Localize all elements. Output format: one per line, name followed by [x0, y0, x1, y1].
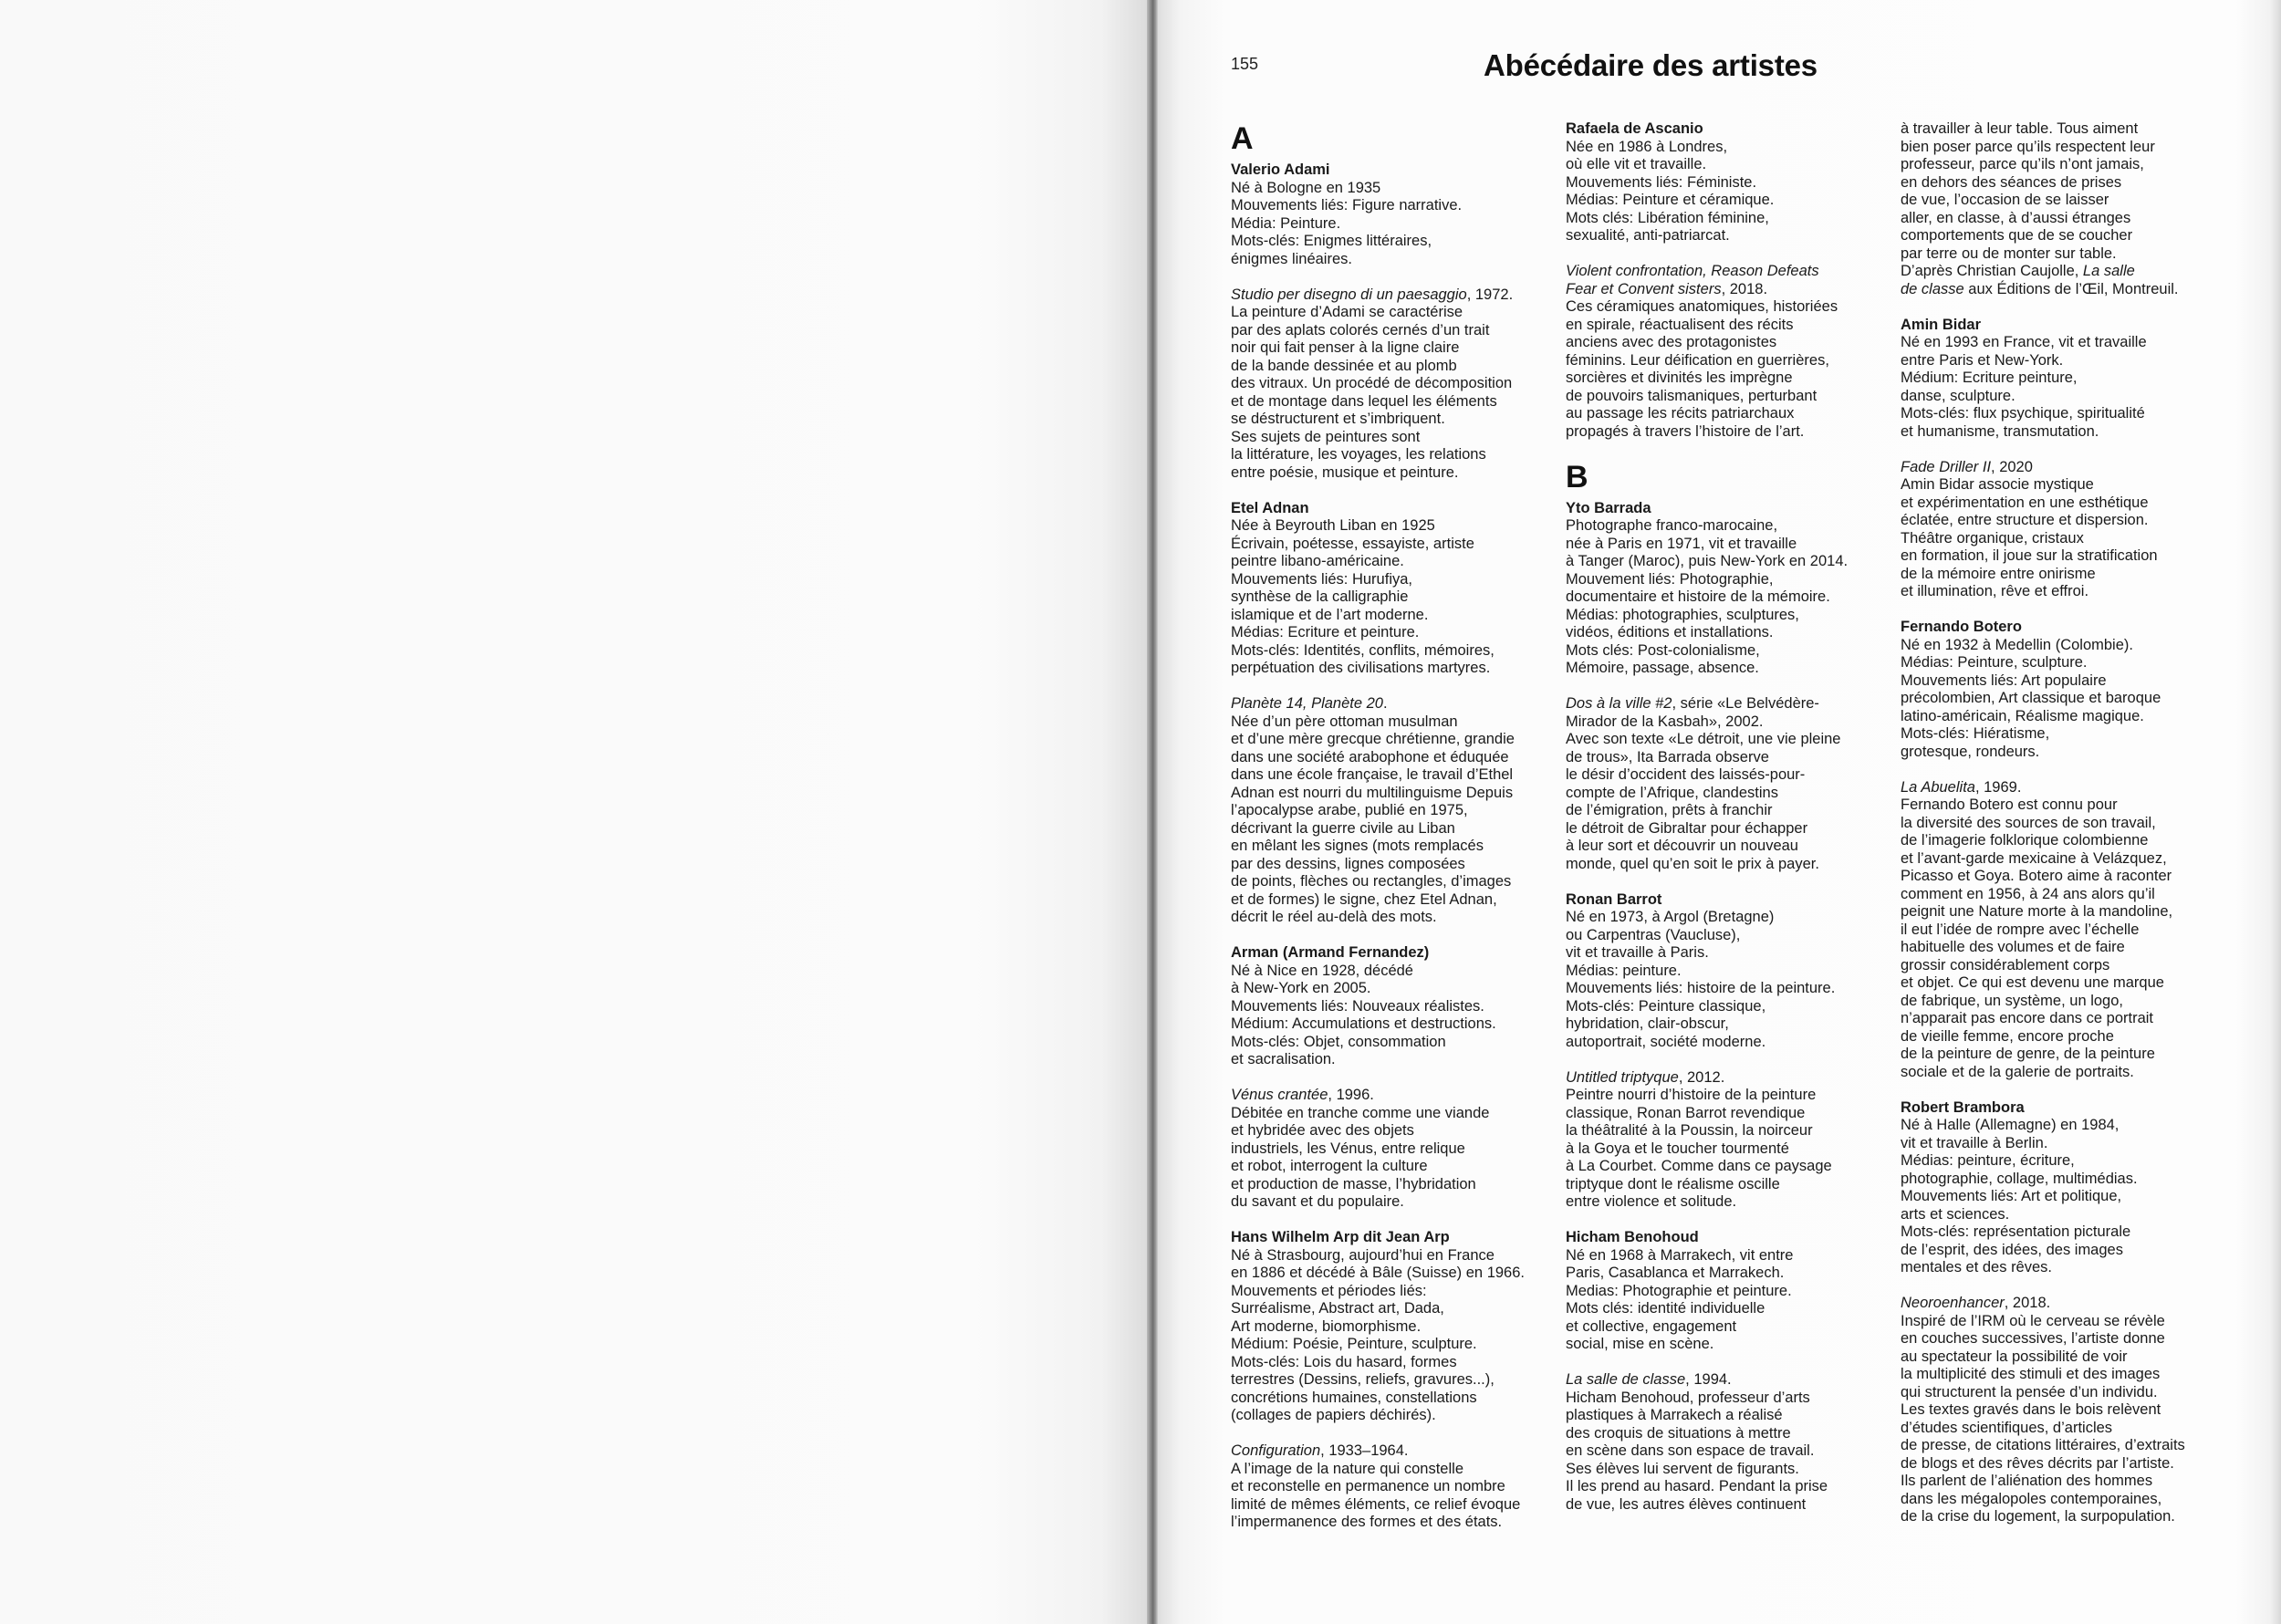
artist-info-line: Mouvements liés: Féministe.: [1566, 173, 1757, 191]
artwork-entry: [1566, 695, 1894, 873]
artist-info-line: où elle vit et travaille.: [1566, 156, 1707, 172]
artwork-description-line: de la bande dessinée et au plomb: [1231, 357, 1457, 374]
artwork-description-line: Adnan est nourri du multilinguisme Depuis: [1231, 784, 1514, 801]
artwork-description-line: et de montage dans lequel les éléments: [1231, 392, 1497, 410]
artist-entry: [1231, 161, 1559, 268]
artwork-title: Fear et Convent sisters: [1566, 280, 1722, 297]
artist-info-line: Mots-clés: Enigmes littéraires,: [1231, 233, 1432, 249]
artist-entry: [1231, 500, 1559, 678]
artwork-description-line: l’impermanence des formes et des états.: [1231, 1514, 1503, 1530]
artist-info-line: Née à Beyrouth Liban en 1925: [1231, 517, 1435, 534]
artwork-description-line: dans une société arabophone et éduquée: [1231, 748, 1509, 765]
artwork-description-line: décrit le réel au-delà des mots.: [1231, 909, 1437, 925]
artwork-title-line: [1231, 1442, 1559, 1461]
continuation-line: bien poser parce qu’ils respectent leur: [1901, 138, 2155, 155]
artist-info-line: à Tanger (Maroc), puis New-York en 2014.: [1566, 553, 1849, 569]
page-number: 155: [1231, 55, 1259, 73]
artist-info-line: Médias: Ecriture et peinture.: [1231, 624, 1420, 640]
artwork-description-line: grossir considérablement corps: [1901, 956, 2110, 973]
artist-info-line: Né à Halle (Allemagne) en 1984,: [1901, 1117, 2120, 1133]
artwork-entry: [1901, 779, 2229, 1082]
artwork-description-line: en spirale, réactualisent des récits: [1566, 316, 1794, 333]
artist-info-line: Mots-clés: représentation picturale: [1901, 1223, 2131, 1240]
artist-info-line: Médium: Poésie, Peinture, sculpture.: [1231, 1336, 1477, 1352]
artwork-description-line: Ils parlent de l’aliénation des hommes: [1901, 1473, 2153, 1489]
artwork-date: , 2018.: [2004, 1295, 2051, 1311]
section-letter-a: A: [1231, 121, 1254, 156]
artwork-description-line: Inspiré de l’IRM où le cerveau se révèle: [1901, 1312, 2165, 1329]
artwork-description-line: Picasso et Goya. Botero aime à raconter: [1901, 868, 2172, 884]
artwork-description-line: de presse, de citations littéraires, d’extraits: [1901, 1437, 2185, 1453]
continuation-line: de vue, l’occasion de se laisser: [1901, 192, 2109, 208]
artwork-description-line: d’études scientifiques, d’articles: [1901, 1419, 2113, 1436]
artwork-description-line: la multiplicité des stimuli et des images: [1901, 1366, 2161, 1382]
artwork-description-line: sorcières et divinités les imprègne: [1566, 370, 1793, 386]
artist-info-line: Né en 1968 à Marrakech, vit entre: [1566, 1246, 1794, 1264]
artwork-title-line: [1901, 1295, 2229, 1313]
artwork-title: La salle de classe: [1566, 1371, 1686, 1388]
artwork-description-line: le détroit de Gibraltar pour échapper: [1566, 819, 1808, 837]
artwork-title-line: [1566, 1069, 1894, 1088]
artist-info: [1231, 517, 1559, 678]
column-2-b-entries: [1566, 500, 1894, 1515]
artwork-description-line: peignit une Nature morte à la mandoline,: [1901, 903, 2173, 920]
artwork-description-line: Hicham Benohoud, professeur d’arts: [1566, 1389, 1810, 1406]
artwork-description-line: noir qui fait penser à la ligne claire: [1231, 339, 1460, 356]
artwork-description-line: de vieille femme, encore proche: [1901, 1027, 2114, 1045]
artwork-description-line: en scène dans son espace de travail.: [1566, 1442, 1815, 1459]
artwork-description-line: à la Goya et le toucher tourmenté: [1566, 1140, 1789, 1157]
artist-entry: [1566, 120, 1894, 245]
artwork-title: Configuration: [1231, 1442, 1321, 1459]
artist-name: Amin Bidar: [1901, 316, 1982, 333]
artist-info-line: mentales et des rêves.: [1901, 1259, 2052, 1275]
artwork-date: , 1933–1964.: [1320, 1442, 1409, 1459]
artwork-description-line: en couches successives, l’artiste donne: [1901, 1330, 2165, 1347]
artist-entry: [1901, 1099, 2229, 1277]
artist-info-line: Mots-clés: Hiératisme,: [1901, 725, 2050, 742]
artwork-description-line: Née d’un père ottoman musulman: [1231, 713, 1458, 730]
continuation-line: par terre ou de monter sur table.: [1901, 245, 2117, 262]
artwork-description-line: Peintre nourri d’histoire de la peinture: [1566, 1087, 1817, 1103]
artist-info-line: hybridation, clair-obscur,: [1566, 1015, 1729, 1032]
artist-name: Yto Barrada: [1566, 499, 1651, 516]
artwork-description-line: et objet. Ce qui est devenu une marque: [1901, 974, 2164, 991]
artwork-description-line: monde, quel qu’en soit le prix à payer.: [1566, 855, 1819, 872]
column-2-a-entries: [1566, 120, 1894, 441]
artwork-title: Untitled triptyque: [1566, 1068, 1679, 1086]
artist-info-line: photographie, collage, multimédias.: [1901, 1170, 2138, 1187]
artist-info-line: Mémoire, passage, absence.: [1566, 660, 1759, 676]
artwork-date: , 2018.: [1721, 280, 1768, 297]
artwork-description-line: et l’avant-garde mexicaine à Velázquez,: [1901, 849, 2167, 867]
artwork-entry: [1566, 263, 1894, 441]
artwork-description-line: Les textes gravés dans le bois relèvent: [1901, 1401, 2161, 1418]
column-3: [1901, 120, 2229, 1544]
artist-info-line: Née en 1986 à Londres,: [1566, 138, 1728, 155]
artwork-description-line: Ses sujets de peintures sont: [1231, 428, 1421, 445]
artwork-entry: [1231, 695, 1559, 927]
artwork-entry: [1231, 1087, 1559, 1212]
artwork-description-line: Amin Bidar associe mystique: [1901, 476, 2094, 493]
artwork-description-line: dans les mégalopoles contemporaines,: [1901, 1490, 2162, 1507]
artwork-description-line: par des aplats colorés cernés d’un trait: [1231, 321, 1490, 338]
artwork-date: , 1996.: [1328, 1087, 1374, 1103]
artist-info-line: concrétions humaines, constellations: [1231, 1389, 1477, 1406]
artist-info-line: vit et travaille à Paris.: [1566, 944, 1709, 961]
artist-info-line: Mots-clés: Objet, consommation: [1231, 1033, 1446, 1050]
artist-info-line: Né en 1993 en France, vit et travaille: [1901, 334, 2147, 350]
artwork-description-line: par des dessins, lignes composées: [1231, 855, 1465, 872]
artist-info-line: et collective, engagement: [1566, 1317, 1737, 1335]
continuation-paragraph: [1901, 120, 2229, 298]
artist-info-line: vidéos, éditions et installations.: [1566, 624, 1774, 640]
artwork-description-line: éclatée, entre structure et dispersion.: [1901, 512, 2149, 528]
artwork-title-line: [1566, 281, 1894, 299]
artist-entry: [1231, 1229, 1559, 1425]
artwork-description-line: de points, flèches ou rectangles, d’images: [1231, 873, 1512, 890]
artist-info-line: énigmes linéaires.: [1231, 250, 1352, 267]
artist-info: [1901, 1117, 2229, 1277]
artwork-description-line: Ses élèves lui servent de figurants.: [1566, 1460, 1799, 1477]
artwork-description-line: en formation, il joue sur la stratification: [1901, 547, 2158, 564]
artwork-description-line: A l’image de la nature qui constelle: [1231, 1460, 1463, 1477]
artwork-description-line: la littérature, les voyages, les relations: [1231, 446, 1486, 463]
artist-name: Valerio Adami: [1231, 161, 1330, 178]
artwork-title-line: [1901, 779, 2229, 797]
artist-info-line: Mouvements liés: Hurufiya,: [1231, 570, 1412, 588]
artist-info-line: Art moderne, biomorphisme.: [1231, 1317, 1422, 1335]
artwork-description-line: se déstructurent et s’imbriquent.: [1231, 411, 1445, 427]
artwork-description-line: décrivant la guerre civile au Liban: [1231, 819, 1455, 837]
artwork-description-line: qui structurent la pensée d’un individu.: [1901, 1383, 2158, 1400]
artwork-title: Violent confrontation, Reason Defeats: [1566, 263, 1819, 279]
artist-info-line: ou Carpentras (Vaucluse),: [1566, 926, 1741, 943]
artwork-title-line: [1231, 286, 1559, 305]
artwork-date: , 1972.: [1466, 286, 1514, 303]
artwork-description-line: entre poésie, musique et peinture.: [1231, 463, 1459, 481]
artwork-description-line: et hybridée avec des objets: [1231, 1122, 1414, 1139]
artist-info-line: Mouvements et périodes liés:: [1231, 1282, 1427, 1299]
artist-info-line: Né à Strasbourg, aujourd’hui en France: [1231, 1246, 1495, 1264]
artwork-date: , 2020: [1991, 458, 2033, 475]
artist-entry: [1566, 891, 1894, 1052]
artwork-description-line: de fabrique, un système, un logo,: [1901, 992, 2123, 1009]
continuation-line: comportements que de se coucher: [1901, 227, 2133, 244]
artist-info-line: Né à Nice en 1928, décédé: [1231, 962, 1413, 979]
artist-info-line: Mots-clés: flux psychique, spiritualité: [1901, 405, 2145, 422]
artwork-description-line: de la peinture de genre, de la peinture: [1901, 1046, 2155, 1062]
artist-info: [1566, 517, 1894, 678]
artwork-description-line: et expérimentation en une esthétique: [1901, 494, 2149, 511]
artist-info: [1566, 909, 1894, 1051]
artist-info-line: de l’esprit, des idées, des images: [1901, 1241, 2123, 1258]
artwork-description-line: classique, Ronan Barrot revendique: [1566, 1104, 1806, 1121]
artwork-description-line: féminins. Leur déification en guerrières,: [1566, 351, 1829, 369]
artist-info-line: documentaire et histoire de la mémoire.: [1566, 588, 1830, 605]
artwork-description-line: la théâtralité à la Poussin, la noirceur: [1566, 1122, 1813, 1139]
artwork-description-line: de la mémoire entre onirisme: [1901, 565, 2096, 582]
artist-info-line: grotesque, rondeurs.: [1901, 743, 2040, 760]
artwork-entry: [1566, 1069, 1894, 1212]
artist-name: Etel Adnan: [1231, 499, 1309, 516]
book-gutter: [1147, 0, 1158, 1624]
credit-line-2: [1901, 281, 2229, 299]
column-1: [1231, 120, 1559, 1549]
artwork-description-line: Ces céramiques anatomiques, historiées: [1566, 298, 1838, 315]
artist-info-line: Médias: peinture, écriture,: [1901, 1152, 2075, 1169]
artwork-description-line: Théâtre organique, cristaux: [1901, 529, 2084, 547]
credit-line-1: [1901, 263, 2229, 281]
artwork-title: Studio per disegno di un paesaggio: [1231, 286, 1467, 303]
artist-info-line: arts et sciences.: [1901, 1205, 2010, 1223]
artist-info-line: latino-américain, Réalisme magique.: [1901, 707, 2144, 724]
artist-info: [1901, 637, 2229, 762]
continuation-lines: [1901, 120, 2229, 263]
artwork-description-line: sociale et de la galerie de portraits.: [1901, 1063, 2134, 1080]
artwork-description-line: limité de mêmes éléments, ce relief évoque: [1231, 1495, 1521, 1513]
artist-entry: [1566, 500, 1894, 678]
artwork-description-line: entre violence et solitude.: [1566, 1193, 1737, 1210]
artwork-description-line: à La Courbet. Comme dans ce paysage: [1566, 1158, 1832, 1174]
artwork-description-line: des croquis de situations à mettre: [1566, 1424, 1791, 1442]
artwork-date: , 1969.: [1974, 778, 2022, 796]
artwork-description-line: n’apparait pas encore dans ce portrait: [1901, 1010, 2154, 1026]
credit-suffix: aux Éditions de l’Œil, Montreuil.: [1963, 280, 2179, 297]
artwork-description-line: et d’une mère grecque chrétienne, grandie: [1231, 731, 1515, 747]
credit-book-title-part2: de classe: [1901, 280, 1964, 297]
artwork-description-line: compte de l’Afrique, clandestins: [1566, 784, 1778, 801]
artwork-description-line: triptyque dont le réalisme oscille: [1566, 1175, 1780, 1192]
artwork-entry: [1231, 1442, 1559, 1532]
artist-info-line: Médias: photographies, sculptures,: [1566, 606, 1799, 623]
artist-info-line: islamique et de l’art moderne.: [1231, 606, 1429, 623]
artist-info-line: autoportrait, société moderne.: [1566, 1033, 1766, 1050]
artwork-description-line: de trous», Ita Barrada observe: [1566, 748, 1769, 765]
section-letter-b: B: [1566, 459, 1588, 494]
artwork-description-line: Avec son texte «Le détroit, une vie pleine: [1566, 731, 1841, 747]
artist-info: [1231, 963, 1559, 1069]
artist-info-line: social, mise en scène.: [1566, 1336, 1714, 1352]
artist-info-line: et sacralisation.: [1231, 1051, 1336, 1067]
artist-info-line: Paris, Casablanca et Marrakech.: [1566, 1265, 1785, 1281]
artist-info-line: sexualité, anti-patriarcat.: [1566, 227, 1730, 244]
artist-info-line: Mouvements liés: Nouveaux réalistes.: [1231, 997, 1484, 1015]
artwork-title-line: [1566, 263, 1894, 281]
artwork-title-line: [1901, 459, 2229, 477]
column-3-entries: [1901, 317, 2229, 1526]
artist-info-line: et humanisme, transmutation.: [1901, 422, 2099, 440]
artwork-description-line: comment en 1956, à 24 ans alors qu’il: [1901, 885, 2155, 902]
artist-info-line: Né en 1932 à Medellin (Colombie).: [1901, 636, 2133, 653]
artwork-title: La Abuelita: [1901, 778, 1975, 796]
artwork-description-line: Mirador de la Kasbah», 2002.: [1566, 713, 1764, 730]
artwork-entry: [1901, 1295, 2229, 1526]
artwork-title: Planète 14, Planète 20: [1231, 695, 1383, 712]
artwork-title-line: [1231, 1087, 1559, 1105]
artwork-description-line: La peinture d’Adami se caractérise: [1231, 304, 1463, 320]
artist-name: Rafaela de Ascanio: [1566, 120, 1703, 137]
artwork-date: , 1994.: [1685, 1371, 1732, 1388]
artist-info-line: Mots clés: identité individuelle: [1566, 1300, 1765, 1317]
artist-info: [1901, 334, 2229, 441]
artist-info-line: en 1886 et décédé à Bâle (Suisse) en 1966.: [1231, 1265, 1525, 1281]
artist-entry: [1231, 944, 1559, 1069]
artist-name: Ronan Barrot: [1566, 890, 1662, 908]
artist-info-line: précolombien, Art classique et baroque: [1901, 690, 2161, 706]
artwork-date: , 2012.: [1678, 1068, 1725, 1086]
artwork-description-line: plastiques à Marrakech a réalisé: [1566, 1407, 1783, 1423]
artist-info-line: Média: Peinture.: [1231, 214, 1341, 232]
artist-info-line: Mouvements liés: histoire de la peinture.: [1566, 980, 1836, 996]
artist-info: [1231, 180, 1559, 269]
artwork-title-line: [1231, 695, 1559, 713]
artwork-description-line: de l’émigration, prêts à franchir: [1566, 802, 1773, 818]
artist-info-line: Surréalisme, Abstract art, Dada,: [1231, 1300, 1444, 1317]
artwork-title-line: [1566, 695, 1894, 713]
artist-info-line: Médias: Peinture et céramique.: [1566, 192, 1775, 208]
artwork-description-line: en mêlant les signes (mots remplacés: [1231, 838, 1484, 854]
artist-info-line: entre Paris et New-York.: [1901, 351, 2064, 369]
artist-info-line: Mots-clés: Identités, conflits, mémoires,: [1231, 641, 1495, 659]
artist-name: Fernando Botero: [1901, 619, 2022, 635]
artwork-description-line: Fernando Botero est connu pour: [1901, 796, 2118, 813]
artwork-title: Neoroenhancer: [1901, 1295, 2005, 1311]
artwork-description-line: Débitée en tranche comme une viande: [1231, 1104, 1490, 1121]
artwork-date: , série «Le Belvédère-: [1672, 695, 1819, 712]
artwork-description-line: il eut l’idée de rompre avec l’échelle: [1901, 921, 2140, 938]
credit-book-title-part1: La salle: [2082, 263, 2135, 279]
artist-info-line: (collages de papiers déchirés).: [1231, 1407, 1436, 1423]
artist-info-line: Mots clés: Post-colonialisme,: [1566, 641, 1760, 659]
artwork-description-line: anciens avec des protagonistes: [1566, 334, 1777, 350]
artwork-description-line: de la crise du logement, la surpopulation.: [1901, 1508, 2175, 1525]
artist-info: [1566, 1247, 1894, 1354]
artist-info-line: Mots-clés: Peinture classique,: [1566, 997, 1766, 1015]
artwork-description-line: et de formes) le signe, chez Etel Adnan,: [1231, 890, 1497, 908]
artwork-description-line: et illumination, rêve et effroi.: [1901, 583, 2089, 599]
artist-info-line: Mots clés: Libération féminine,: [1566, 209, 1769, 226]
artwork-title: Fade Driller II: [1901, 458, 1992, 475]
artwork-description-line: à leur sort et découvrir un nouveau: [1566, 838, 1798, 854]
artwork-entry: [1901, 459, 2229, 601]
artwork-description-line: et robot, interrogent la culture: [1231, 1158, 1428, 1174]
artwork-description-line: dans une école française, le travail d’Ethel: [1231, 766, 1514, 783]
artwork-description-line: et production de masse, l’hybridation: [1231, 1175, 1476, 1192]
artist-info-line: Médias: peinture.: [1566, 962, 1682, 979]
artist-info-line: Médias: Peinture, sculpture.: [1901, 654, 2088, 671]
artist-info-line: Photographe franco-marocaine,: [1566, 517, 1778, 534]
artist-info-line: terrestres (Dessins, reliefs, gravures...),: [1231, 1371, 1495, 1388]
artist-info-line: synthèse de la calligraphie: [1231, 588, 1409, 605]
artist-info-line: perpétuation des civilisations martyres.: [1231, 660, 1491, 676]
artwork-date: .: [1382, 695, 1388, 712]
artwork-description-line: au passage les récits patriarchaux: [1566, 405, 1795, 422]
artist-info: [1566, 139, 1894, 245]
continuation-line: aller, en classe, à d’aussi étranges: [1901, 209, 2131, 226]
artist-entry: [1901, 619, 2229, 761]
continuation-line: à travailler à leur table. Tous aiment: [1901, 120, 2139, 137]
artist-info-line: née à Paris en 1971, vit et travaille: [1566, 535, 1797, 552]
artist-name: Robert Brambora: [1901, 1098, 2025, 1116]
artwork-description-line: le désir d’occident des laissés-pour-: [1566, 766, 1806, 783]
artist-info-line: Mouvements liés: Figure narrative.: [1231, 197, 1463, 213]
artist-info: [1231, 1247, 1559, 1425]
artist-info-line: à New-York en 2005.: [1231, 980, 1371, 996]
artist-info-line: Médium: Ecriture peinture,: [1901, 370, 2078, 386]
column-2: [1566, 120, 1894, 1532]
artist-name: Hicham Benohoud: [1566, 1229, 1699, 1245]
artwork-entry: [1566, 1371, 1894, 1514]
artist-name: Arman (Armand Fernandez): [1231, 944, 1430, 961]
artist-info-line: Écrivain, poétesse, essayiste, artiste: [1231, 535, 1474, 552]
artwork-title-line: [1566, 1371, 1894, 1390]
artwork-description-line: industriels, les Vénus, entre relique: [1231, 1140, 1465, 1157]
artwork-description-line: des vitraux. Un procédé de décomposition: [1231, 375, 1513, 391]
artwork-description-line: de vue, les autres élèves continuent: [1566, 1495, 1807, 1513]
artist-info-line: Médium: Accumulations et destructions.: [1231, 1015, 1496, 1032]
artist-info-line: danse, sculpture.: [1901, 387, 2015, 404]
artwork-description-line: propagés à travers l’histoire de l’art.: [1566, 422, 1805, 440]
artist-info-line: Medias: Photographie et peinture.: [1566, 1282, 1792, 1299]
column-1-entries: [1231, 161, 1559, 1532]
artwork-description-line: de pouvoirs talismaniques, perturbant: [1566, 387, 1818, 404]
artist-info-line: Né en 1973, à Argol (Bretagne): [1566, 909, 1775, 925]
artwork-description-line: la diversité des sources de son travail,: [1901, 814, 2156, 831]
continuation-line: professeur, parce qu’ils n’ont jamais,: [1901, 156, 2144, 172]
artwork-description-line: du savant et du populaire.: [1231, 1193, 1404, 1210]
artist-entry: [1901, 317, 2229, 442]
credit-prefix: D’après Christian Caujolle,: [1901, 263, 2083, 279]
artwork-description-line: habituelle des volumes et de faire: [1901, 939, 2125, 955]
artwork-description-line: l’apocalypse arabe, publié en 1975,: [1231, 802, 1468, 818]
artwork-description-line: Il les prend au hasard. Pendant la prise: [1566, 1478, 1828, 1494]
artwork-description-line: et reconstelle en permanence un nombre: [1231, 1478, 1505, 1494]
artist-info-line: vit et travaille à Berlin.: [1901, 1134, 2048, 1151]
artist-info-line: peintre libano-américaine.: [1231, 553, 1404, 569]
artist-info-line: Né à Bologne en 1935: [1231, 179, 1381, 196]
artwork-description-line: de blogs et des rêves décrits par l’artiste.: [1901, 1454, 2174, 1472]
artwork-description-line: au spectateur la possibilité de voir: [1901, 1348, 2128, 1365]
artist-info-line: Mots-clés: Lois du hasard, formes: [1231, 1353, 1457, 1370]
artist-info-line: Mouvement liés: Photographie,: [1566, 570, 1774, 588]
artwork-title: Dos à la ville #2: [1566, 695, 1672, 712]
continuation-line: en dehors des séances de prises: [1901, 173, 2122, 191]
artist-entry: [1566, 1229, 1894, 1354]
artwork-entry: [1231, 286, 1559, 483]
page-title: Abécédaire des artistes: [1484, 48, 1818, 82]
artwork-description-line: de l’imagerie folklorique colombienne: [1901, 832, 2149, 848]
artwork-title: Vénus crantée: [1231, 1087, 1328, 1103]
artist-info-line: Mouvements liés: Art populaire: [1901, 671, 2107, 689]
artist-info-line: Mouvements liés: Art et politique,: [1901, 1188, 2122, 1204]
artist-name: Hans Wilhelm Arp dit Jean Arp: [1231, 1229, 1450, 1245]
